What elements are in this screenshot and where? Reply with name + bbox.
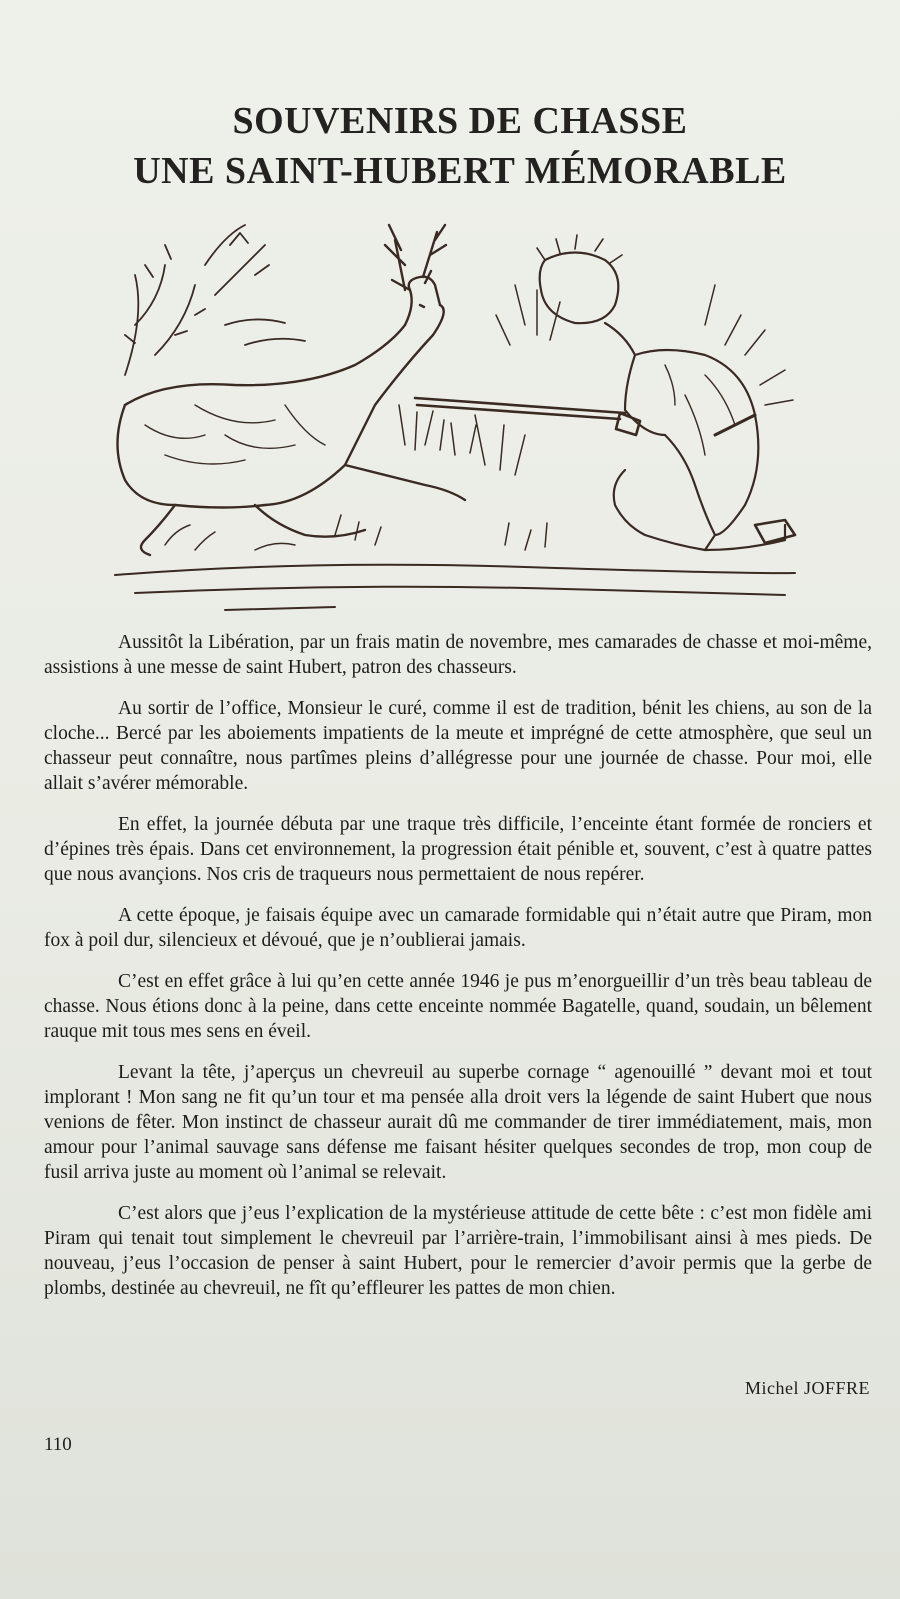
author-signature: Michel JOFFRE bbox=[744, 1378, 870, 1398]
paragraph: Levant la tête, j’aperçus un chevreuil au superbe cornage “ agenouillé ” devant moi et tout implorant ! Mon sang ne fit qu’un tour et ma pensée alla droit vers la légende de saint Hubert que nous venions de fêter. Mon instinct de chasseur aurait dû me commander de tirer immédiatement, mais, mon amour pour l’animal sauvage sans défense me faisant hésiter quelques secondes de trop, mon coup de fusil arriva juste au moment où l’animal se relevait. bbox=[44, 1062, 872, 1183]
paragraph: Au sortir de l’office, Monsieur le curé, comme il est de tradition, bénit les chiens, au son de la cloche... Bercé par les aboiements impatients de la meute et imprégné de cette atmosphère, que seul un chasseur peut connaître, nous partîmes pleins d’allégresse pour une journée de chasse. Pour moi, elle allait s’avérer mémorable. bbox=[44, 698, 872, 794]
left-bushes bbox=[125, 225, 305, 375]
deer bbox=[118, 225, 466, 555]
page-number: 110 bbox=[44, 1434, 72, 1455]
ground-lines bbox=[115, 565, 795, 610]
hunter bbox=[537, 235, 795, 550]
paragraph: En effet, la journée débuta par une traque très difficile, l’enceinte étant formée de ronciers et d’épines très épais. Dans cet environnement, la progression était pénible et, souvent, c’est à quatre pattes que nous avançions. Nos cris de traqueurs nous permettaient de nous repérer. bbox=[44, 814, 872, 885]
article-title bbox=[40, 96, 880, 196]
deer-hunter-illustration bbox=[105, 205, 805, 625]
paragraph: A cette époque, je faisais équipe avec un camarade formidable qui n’était autre que Piram, mon fox à poil dur, silencieux et dévoué, que je n’oublierai jamais. bbox=[44, 905, 872, 951]
paragraph: Aussitôt la Libération, par un frais matin de novembre, mes camarades de chasse et moi-même, assistions à une messe de saint Hubert, patron des chasseurs. bbox=[44, 632, 872, 678]
article-body bbox=[44, 630, 872, 1317]
rifle bbox=[415, 398, 640, 435]
paragraph: C’est en effet grâce à lui qu’en cette année 1946 je pus m’enorgueillir d’un très beau tableau de chasse. Nous étions donc à la peine, dans cette enceinte nommée Bagatelle, quand, soudain, un bêlement rauque mit tous mes sens en éveil. bbox=[44, 971, 872, 1042]
title-line-2: UNE SAINT-HUBERT MÉMORABLE bbox=[133, 150, 787, 192]
paragraph: C’est alors que j’eus l’explication de la mystérieuse attitude de cette bête : c’est mon fidèle ami Piram qui tenait tout simplement le chevreuil par l’arrière-train, l’immobilisant ainsi à mes pieds. De nouveau, j’eus l’occasion de penser à saint Hubert, pour le remercier d’avoir permis que la gerbe de plombs, destinée au chevreuil, ne fît qu’effleurer les pattes de mon chien. bbox=[44, 1203, 872, 1299]
title-line-1: SOUVENIRS DE CHASSE bbox=[232, 100, 688, 142]
